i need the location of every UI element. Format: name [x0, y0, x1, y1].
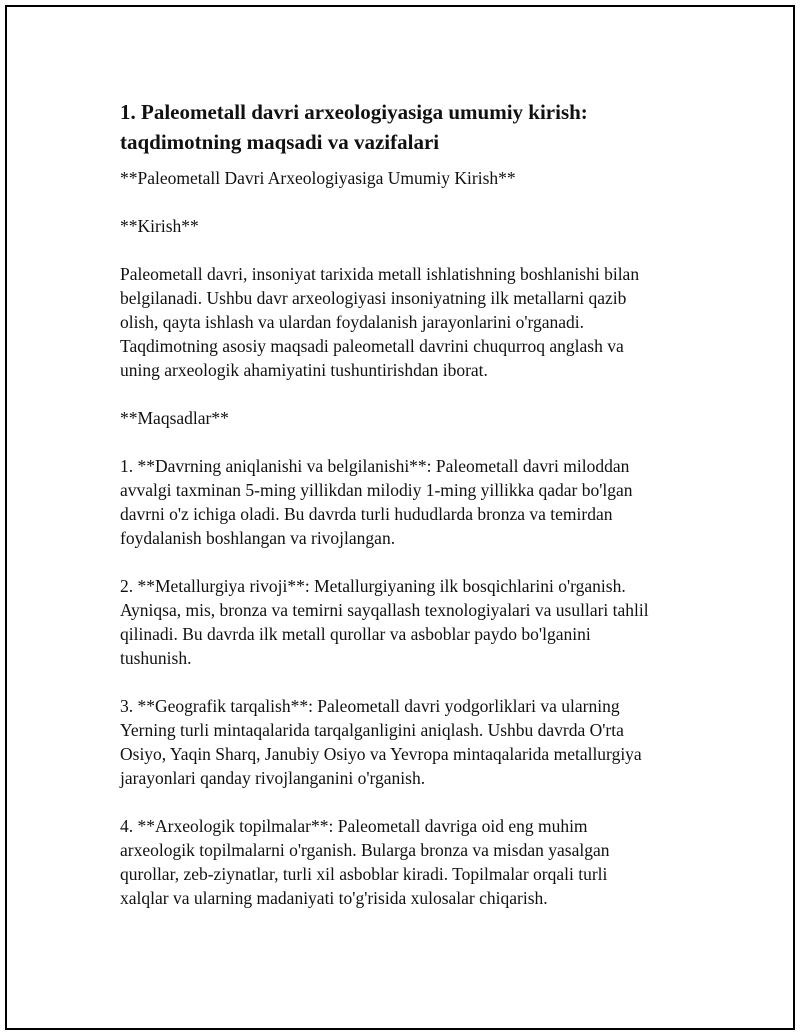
- title-line-1: 1. Paleometall davri arxeologiyasiga umumiy kirish:: [120, 100, 588, 124]
- document-body: [120, 97, 700, 910]
- title-line-2: taqdimotning maqsadi va vazifalari: [120, 130, 440, 154]
- document-title: [120, 97, 700, 157]
- goal-item-4: 4. **Arxeologik topilmalar**: Paleometall davriga oid eng muhim arxeologik topilmalarni o'rganish. Bularga bronza va misdan yasalgan qurollar, zeb-ziynatlar, turli xil asboblar kiradi. Topilmalar orqali turli xalqlar va ularning madaniyati to'g'risida xulosalar chiqarish.: [120, 816, 610, 908]
- goal-item-1: 1. **Davrning aniqlanishi va belgilanishi**: Paleometall davri miloddan avvalgi taxminan 5-ming yillikdan milodiy 1-ming yillikka qadar bo'lgan davrni o'z ichiga oladi. Bu davrda turli hududlarda bronza va temirdan foydalanish boshlangan va rivojlangan.: [120, 456, 633, 548]
- page-frame: [5, 5, 795, 1030]
- intro-paragraph: Paleometall davri, insoniyat tarixida metall ishlatishning boshlanishi bilan belgilanadi. Ushbu davr arxeologiyasi insoniyatning ilk metallarni qazib olish, qayta ishlash va ulardan foydalanish jarayonlarini o'rganadi. Taqdimotning asosiy maqsadi paleometall davrini chuqurroq anglash va uning arxeologik ahamiyatini tushuntirishdan iborat.: [120, 264, 640, 380]
- goal-item-2: 2. **Metallurgiya rivoji**: Metallurgiyaning ilk bosqichlarini o'rganish. Ayniqsa, mis, bronza va temirni sayqallash texnologiyalari va usullari tahlil qilinadi. Bu davrda ilk metall qurollar va asboblar paydo bo'lganini tushunish.: [120, 576, 649, 668]
- goal-item-3: 3. **Geografik tarqalish**: Paleometall davri yodgorliklari va ularning Yerning turli mintaqalarida tarqalganligini aniqlash. Ushbu davrda O'rta Osiyo, Yaqin Sharq, Janubiy Osiyo va Yevropa mintaqalarida metallurgiya jarayonlari qanday rivojlanganini o'rganish.: [120, 696, 642, 788]
- intro-heading: **Kirish**: [120, 216, 199, 236]
- goals-heading: **Maqsadlar**: [120, 408, 229, 428]
- subtitle: **Paleometall Davri Arxeologiyasiga Umumiy Kirish**: [120, 168, 516, 188]
